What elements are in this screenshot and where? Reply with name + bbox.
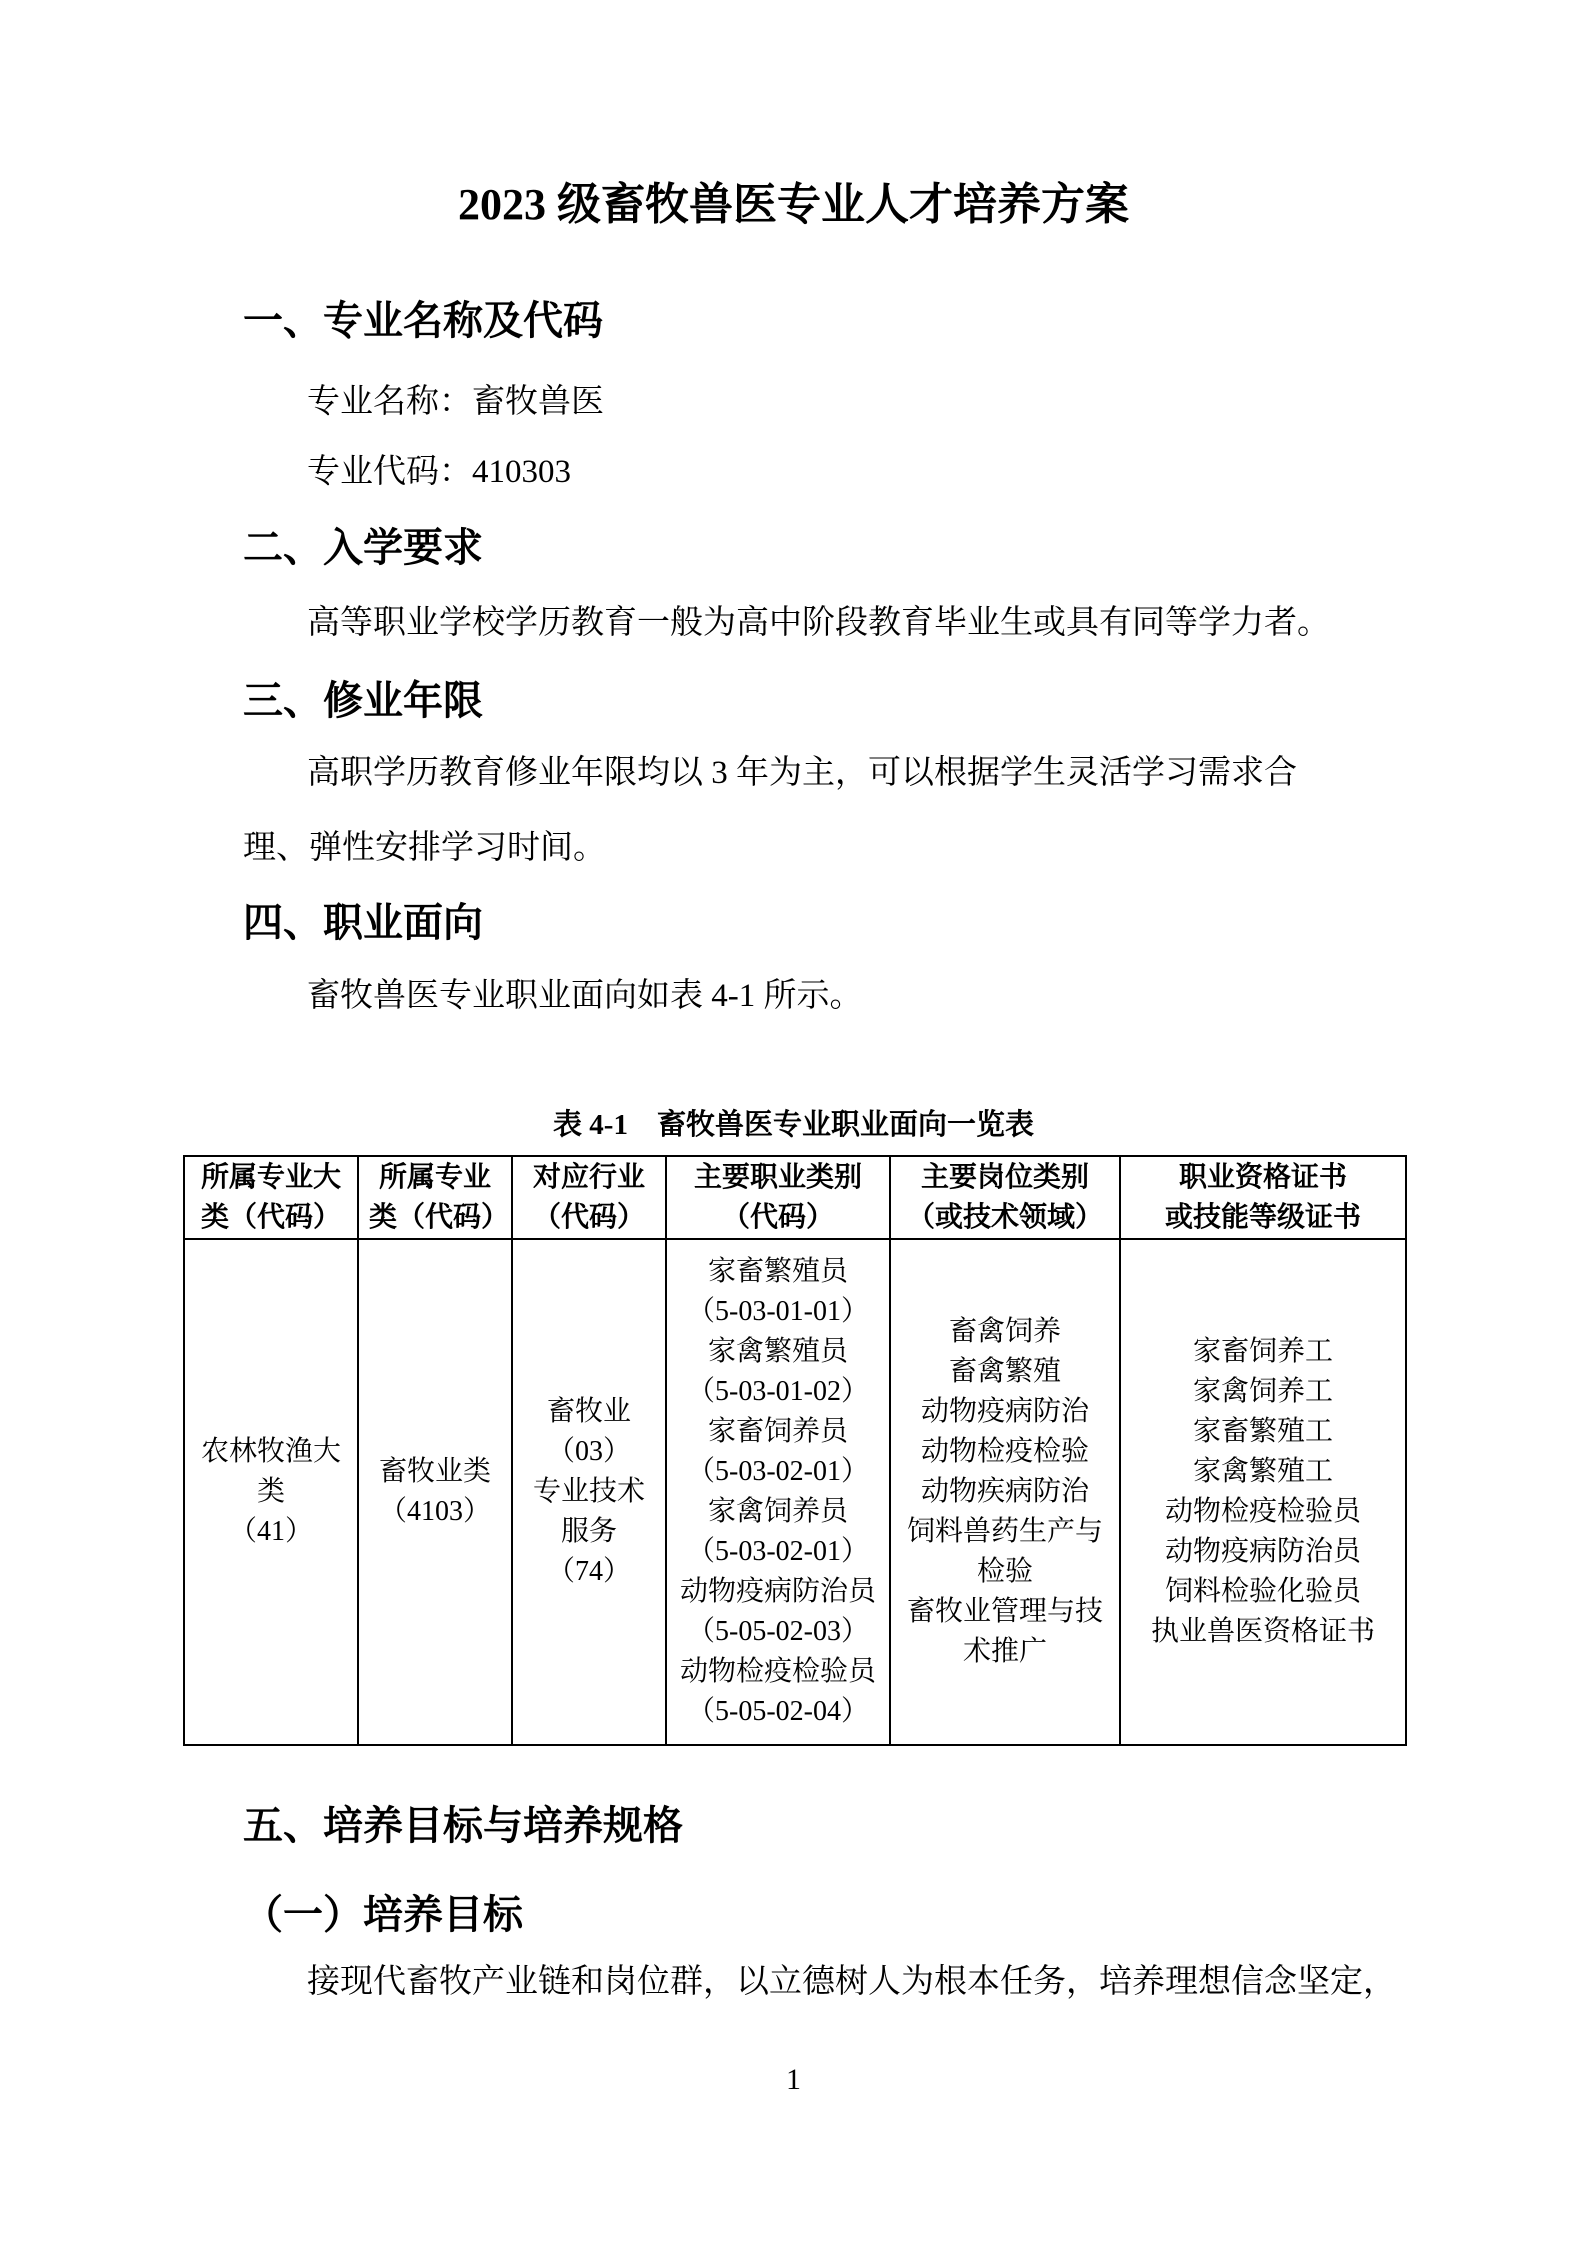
table-header-cell	[666, 1156, 890, 1239]
occupation-name: 动物疫病防治员	[679, 1576, 876, 1607]
occupation-name: 动物检疫检验员	[679, 1656, 876, 1687]
occupation-code: （5-05-02-03）	[687, 1616, 869, 1647]
section-heading-1: 一、专业名称及代码	[243, 298, 603, 343]
section-heading-2: 二、入学要求	[243, 525, 483, 570]
occupation-entry	[677, 1652, 879, 1732]
table-header-cell	[184, 1156, 358, 1239]
occupation-entry	[677, 1332, 879, 1412]
duration-paragraph-line-2: 理、弹性安排学习时间。	[243, 830, 606, 866]
occupation-entry	[677, 1572, 879, 1652]
industry-cell	[512, 1239, 666, 1745]
table-header-line-1: 所属专业大	[200, 1161, 341, 1193]
document-title: 2023 级畜牧兽医专业人才培养方案	[458, 180, 1129, 229]
table-body-row	[184, 1239, 1406, 1745]
category-name: 畜牧业类	[378, 1456, 491, 1487]
position-category-item: 动物疾病防治	[920, 1476, 1089, 1507]
table-caption: 表 4-1 畜牧兽医专业职业面向一览表	[553, 1109, 1034, 1141]
table-header-line-2: （或技术领域）	[906, 1201, 1103, 1233]
major-category-name: 农林牧渔大类	[200, 1436, 341, 1507]
position-category-item: 动物疫病防治	[920, 1396, 1089, 1427]
certificate-item: 家禽繁殖工	[1192, 1456, 1333, 1487]
certificate-item: 动物检疫检验员	[1164, 1496, 1361, 1527]
table-header-line-1: 对应行业	[532, 1161, 645, 1193]
major-name-line: 专业名称：畜牧兽医	[307, 384, 604, 420]
occupation-name: 家畜饲养员	[707, 1416, 848, 1447]
table-header-line-1: 主要岗位类别	[920, 1161, 1089, 1193]
category-code: （4103）	[378, 1496, 491, 1527]
table-header-line-1: 主要职业类别	[693, 1161, 862, 1193]
occupation-code: （5-03-01-02）	[687, 1376, 869, 1407]
position-category-item: 动物检疫检验	[920, 1436, 1089, 1467]
industry-entry	[523, 1472, 655, 1592]
certificate-item: 家禽饲养工	[1192, 1376, 1333, 1407]
certificate-item: 饲料检验化验员	[1164, 1576, 1361, 1607]
occupation-name: 家畜繁殖员	[707, 1256, 848, 1287]
position-category-item: 畜牧业管理与技术推广	[906, 1596, 1103, 1667]
position-category-item: 畜禽饲养	[948, 1316, 1061, 1347]
industry-name: 畜牧业	[546, 1396, 631, 1427]
occupation-code: （5-05-02-04）	[687, 1696, 869, 1727]
occupation-code: （5-03-01-01）	[687, 1296, 869, 1327]
admission-paragraph: 高等职业学校学历教育一般为高中阶段教育毕业生或具有同等学力者。	[307, 605, 1330, 641]
certificate-item: 执业兽医资格证书	[1150, 1616, 1375, 1647]
position-category-cell	[890, 1239, 1120, 1745]
major-category-code: （41）	[228, 1516, 313, 1547]
table-header-cell	[358, 1156, 512, 1239]
subsection-heading-training-goal: （一）培养目标	[243, 1892, 523, 1937]
major-category-cell	[184, 1239, 358, 1745]
page-number: 1	[786, 2063, 801, 2096]
section-heading-5: 五、培养目标与培养规格	[243, 1803, 683, 1848]
career-facing-table	[183, 1155, 1407, 1746]
occupation-entry	[677, 1252, 879, 1332]
table-header-line-2: （代码）	[721, 1201, 834, 1233]
category-cell	[358, 1239, 512, 1745]
occupation-cell	[666, 1239, 890, 1745]
major-code-line: 专业代码：410303	[307, 454, 571, 490]
occupation-code: （5-03-02-01）	[687, 1536, 869, 1567]
position-category-item: 畜禽繁殖	[948, 1356, 1061, 1387]
certificate-item: 动物疫病防治员	[1164, 1536, 1361, 1567]
industry-entry	[523, 1392, 655, 1472]
table-header-line-1: 职业资格证书	[1178, 1161, 1347, 1193]
training-goal-paragraph: 接现代畜牧产业链和岗位群，以立德树人为根本任务，培养理想信念坚定，	[307, 1964, 1396, 2000]
occupation-code: （5-03-02-01）	[687, 1456, 869, 1487]
occupation-name: 家禽饲养员	[707, 1496, 848, 1527]
position-category-item: 饲料兽药生产与检验	[906, 1516, 1103, 1587]
industry-name: 专业技术服务	[532, 1476, 645, 1547]
table-header-cell	[512, 1156, 666, 1239]
table-header-line-1: 所属专业	[378, 1161, 491, 1193]
industry-code: （03）	[546, 1436, 631, 1467]
table-header-cell	[890, 1156, 1120, 1239]
section-heading-3: 三、修业年限	[243, 678, 483, 723]
certificate-item: 家畜繁殖工	[1192, 1416, 1333, 1447]
career-facing-paragraph: 畜牧兽医专业职业面向如表 4-1 所示。	[307, 978, 863, 1014]
section-heading-4: 四、职业面向	[243, 900, 483, 945]
certificate-item: 家畜饲养工	[1192, 1336, 1333, 1367]
occupation-entry	[677, 1492, 879, 1572]
table-header-line-2: 类（代码）	[369, 1201, 510, 1233]
table-header-line-2: （代码）	[532, 1201, 645, 1233]
table-header-cell	[1120, 1156, 1406, 1239]
industry-code: （74）	[546, 1556, 631, 1587]
occupation-name: 家禽繁殖员	[707, 1336, 848, 1367]
occupation-entry	[677, 1412, 879, 1492]
duration-paragraph-line-1: 高职学历教育修业年限均以 3 年为主，可以根据学生灵活学习需求合	[307, 755, 1297, 791]
certificate-cell	[1120, 1239, 1406, 1745]
table-header-line-2: 或技能等级证书	[1164, 1201, 1361, 1233]
table-header-line-2: 类（代码）	[200, 1201, 341, 1233]
table-header-row	[184, 1156, 1406, 1239]
